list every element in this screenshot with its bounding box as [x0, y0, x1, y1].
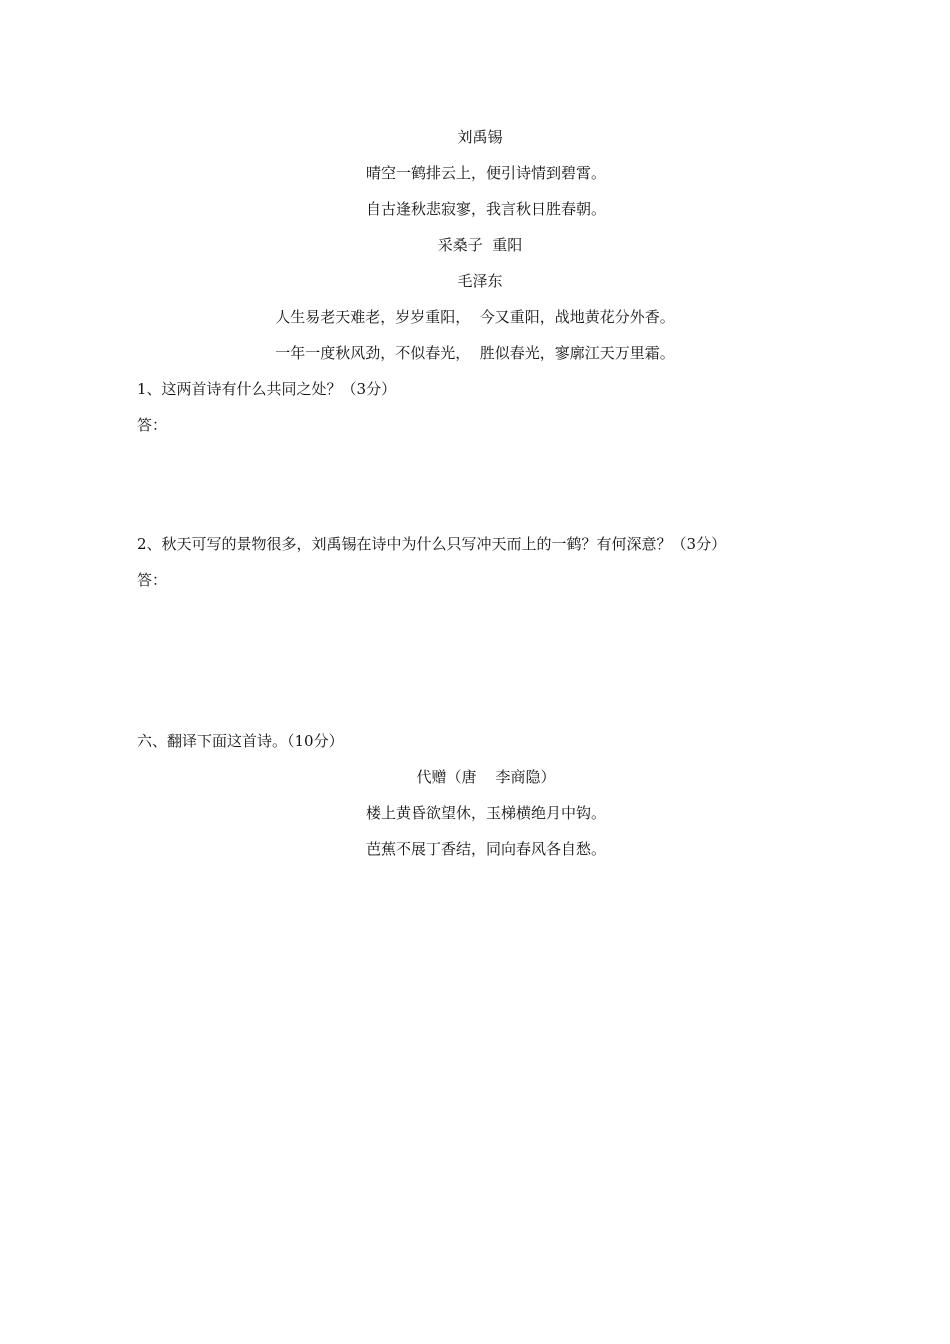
poem1-line-2: 自古逢秋悲寂寥，我言秋日胜春朝。 — [365, 200, 606, 218]
question-2: 2、秋天可写的景物很多，刘禹锡在诗中为什么只写冲天而上的一鹤？有何深意？（3分） — [137, 535, 727, 553]
poem2-line-2: 一年一度秋风劲，不似春光， 胜似春光，寥廓江天万里霜。 — [275, 344, 675, 362]
answer-label-2: 答： — [137, 571, 168, 589]
poem2-title: 采桑子 重阳 — [437, 236, 523, 254]
section6-heading: 六、翻译下面这首诗。（10分） — [137, 732, 344, 750]
section6-poem-title: 代赠（唐 李商隐） — [416, 768, 556, 786]
section6-poem-line-2: 芭蕉不展丁香结，同向春风各自愁。 — [365, 840, 606, 858]
poem2-line-1: 人生易老天难老，岁岁重阳， 今又重阳，战地黄花分外香。 — [275, 308, 675, 326]
poem1-author: 刘禹锡 — [457, 128, 503, 146]
poem1-line-1: 晴空一鹤排云上，便引诗情到碧霄。 — [365, 164, 606, 182]
poem2-author: 毛泽东 — [457, 272, 503, 290]
question-1: 1、这两首诗有什么共同之处？（3分） — [137, 380, 397, 398]
section6-poem-line-1: 楼上黄昏欲望休，玉梯横绝月中钩。 — [365, 804, 606, 822]
answer-label-1: 答： — [137, 416, 168, 434]
